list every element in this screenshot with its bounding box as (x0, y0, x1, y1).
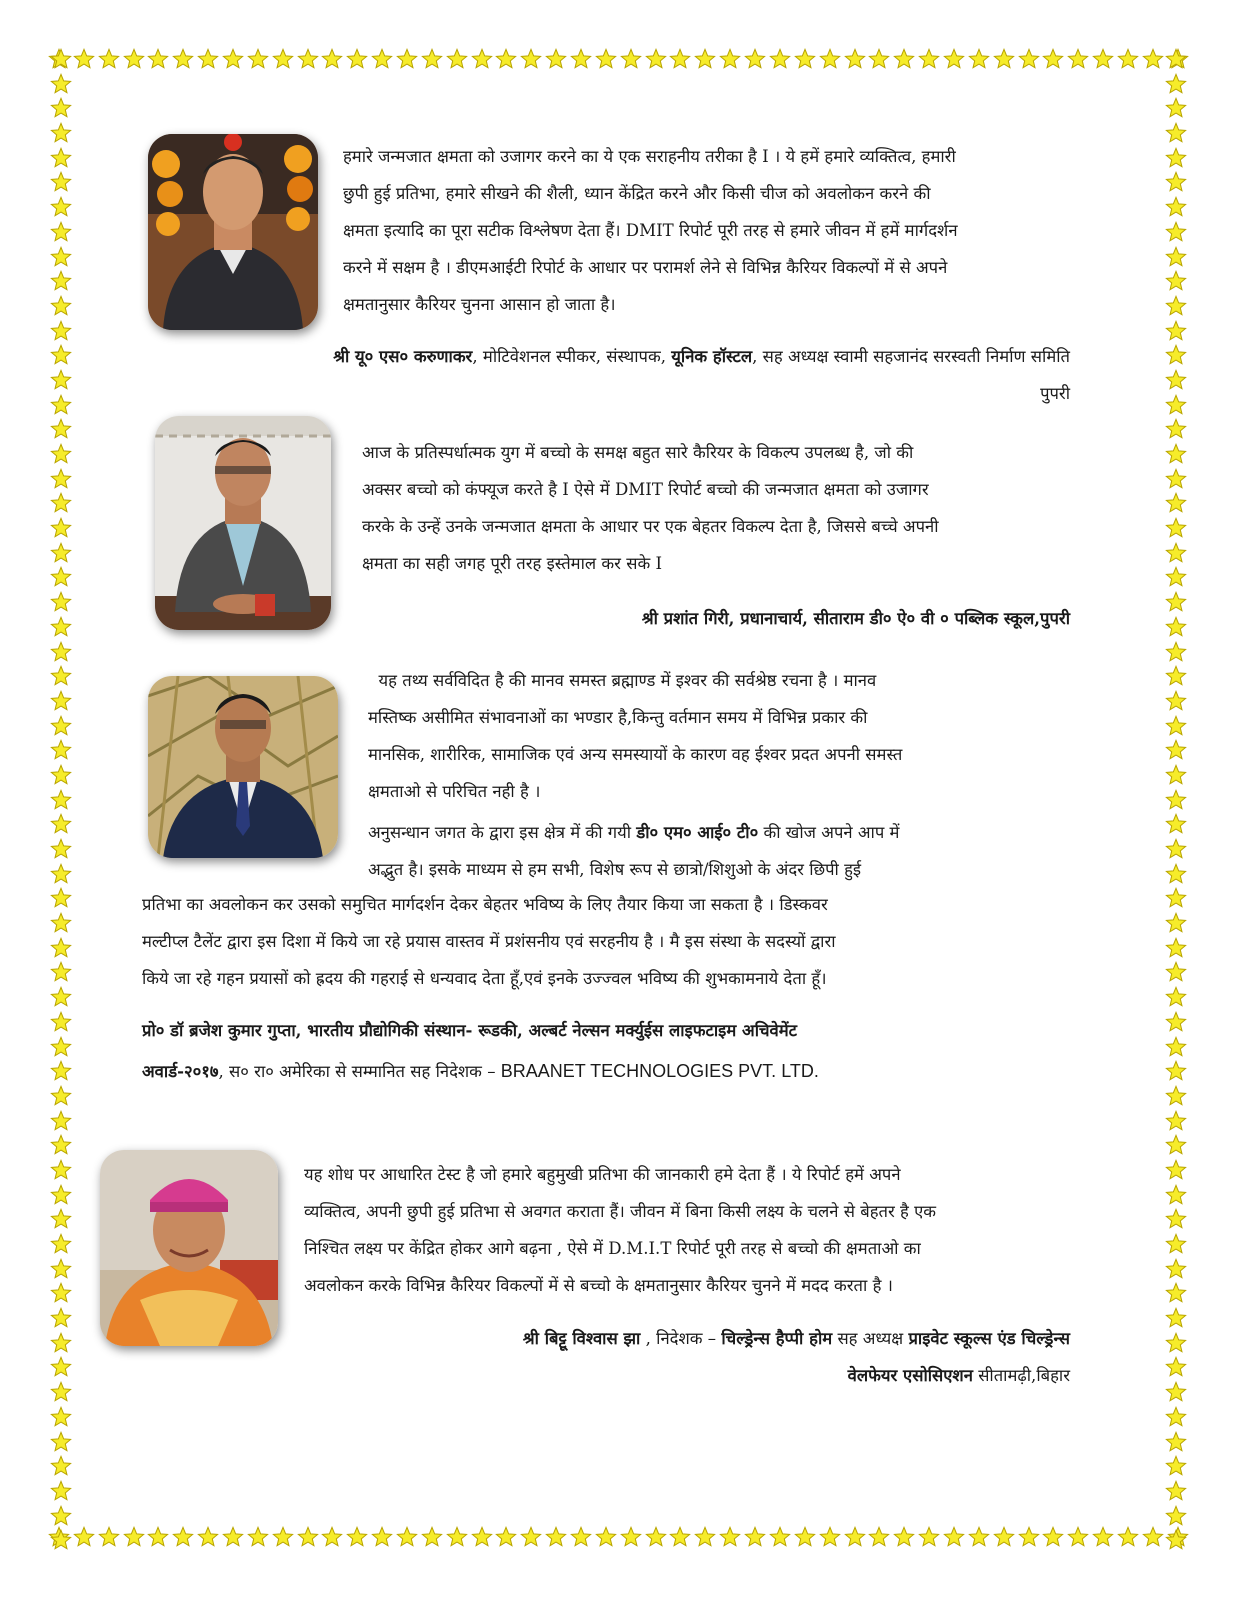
star-icon (620, 48, 642, 70)
star-icon (1165, 1258, 1187, 1280)
portrait-photo-2 (155, 416, 331, 630)
star-icon (1165, 196, 1187, 218)
author-place: पुपरी (1040, 384, 1070, 403)
star-icon (1165, 1233, 1187, 1255)
star-icon (844, 1526, 866, 1548)
star-icon (1092, 48, 1114, 70)
star-icon (1165, 1011, 1187, 1033)
star-icon (172, 1526, 194, 1548)
portrait-photo-3 (148, 676, 338, 858)
star-icon (1165, 542, 1187, 564)
star-icon (993, 48, 1015, 70)
testimonial-3-text-3 (142, 886, 1082, 997)
star-icon (645, 48, 667, 70)
star-icon (50, 1159, 72, 1181)
text-span: की खोज अपने आप में (758, 823, 900, 842)
star-icon (520, 48, 542, 70)
star-icon (50, 1085, 72, 1107)
star-icon (50, 863, 72, 885)
star-icon (50, 1332, 72, 1354)
author-org: यूनिक हॉस्टल (671, 346, 753, 366)
star-icon (1165, 246, 1187, 268)
star-icon (50, 813, 72, 835)
star-icon (1165, 1480, 1187, 1502)
star-icon (1142, 48, 1164, 70)
star-icon (50, 838, 72, 860)
star-icon (1165, 97, 1187, 119)
star-icon (50, 665, 72, 687)
star-icon (50, 1356, 72, 1378)
star-icon (1165, 813, 1187, 835)
star-icon (247, 1526, 269, 1548)
star-icon (595, 1526, 617, 1548)
star-icon (694, 48, 716, 70)
star-icon (744, 48, 766, 70)
star-icon (1165, 369, 1187, 391)
star-icon (943, 48, 965, 70)
star-icon (50, 739, 72, 761)
star-icon (819, 1526, 841, 1548)
star-border-right (1163, 48, 1189, 1552)
star-icon (1165, 270, 1187, 292)
star-icon (868, 1526, 890, 1548)
star-icon (1165, 986, 1187, 1008)
author-role: , निदेशक – (640, 1329, 722, 1348)
star-icon (50, 1381, 72, 1403)
star-icon (1165, 937, 1187, 959)
star-icon (50, 937, 72, 959)
text-line: आज के प्रतिस्पर्धात्मक युग में बच्चो के समक्ष बहुत सारे कैरियर के विकल्प उपलब्ध है, जो की (362, 443, 914, 462)
star-icon (669, 48, 691, 70)
star-icon (1165, 73, 1187, 95)
star-icon (1165, 1505, 1187, 1527)
star-icon (346, 48, 368, 70)
star-icon (769, 1526, 791, 1548)
star-icon (1165, 122, 1187, 144)
star-icon (520, 1526, 542, 1548)
star-icon (50, 1233, 72, 1255)
star-icon (1117, 1526, 1139, 1548)
text-line: क्षमतानुसार कैरियर चुनना आसान हो जाता है। (343, 295, 616, 314)
star-icon (1165, 394, 1187, 416)
star-icon (1018, 48, 1040, 70)
author-role: , स० रा० अमेरिका से सम्मानित सह निदेशक – (218, 1062, 501, 1081)
author-org-2b: वेलफेयर एसोसिएशन (847, 1365, 973, 1385)
star-icon (1165, 1307, 1187, 1329)
star-icon (495, 1526, 517, 1548)
text-line: प्रतिभा का अवलोकन कर उसको समुचित मार्गदर्शन देकर बेहतर भविष्य के लिए तैयार किया जा सकता है । डिस्कवर (142, 895, 828, 914)
star-icon (645, 1526, 667, 1548)
company-name: BRAANET TECHNOLOGIES PVT. LTD. (500, 1061, 819, 1081)
star-icon (794, 1526, 816, 1548)
star-icon (1165, 641, 1187, 663)
star-icon (50, 912, 72, 934)
star-icon (50, 1134, 72, 1156)
star-icon (50, 961, 72, 983)
text-line: मानसिक, शारीरिक, सामाजिक एवं अन्य समस्यायों के कारण वह ईश्वर प्रदत अपनी समस्त (368, 745, 903, 764)
star-icon (1165, 48, 1187, 70)
award-name: अवार्ड-२०१७ (142, 1061, 219, 1081)
star-icon (794, 48, 816, 70)
star-icon (1165, 1381, 1187, 1403)
star-icon (50, 147, 72, 169)
star-icon (50, 221, 72, 243)
star-icon (50, 1455, 72, 1477)
star-icon (1165, 1455, 1187, 1477)
star-icon (1165, 517, 1187, 539)
testimonial-3-text-2 (368, 814, 1073, 888)
testimonial-2-byline (300, 600, 1070, 637)
testimonial-4-text (304, 1156, 1084, 1304)
star-icon (297, 1526, 319, 1548)
testimonial-1-byline (140, 338, 1070, 412)
star-icon (744, 1526, 766, 1548)
star-icon (1165, 616, 1187, 638)
star-icon (570, 48, 592, 70)
star-icon (844, 48, 866, 70)
star-border-left (48, 48, 74, 1552)
testimonial-1-text (343, 138, 1083, 323)
star-icon (421, 48, 443, 70)
star-icon (50, 1011, 72, 1033)
star-icon (197, 48, 219, 70)
star-icon (50, 1529, 72, 1551)
star-icon (98, 1526, 120, 1548)
star-icon (272, 48, 294, 70)
star-icon (471, 1526, 493, 1548)
text-line: मस्तिष्क असीमित संभावनाओं का भण्डार है,किन्तु वर्तमान समय में विभिन्न प्रकार की (368, 708, 868, 727)
star-icon (50, 1258, 72, 1280)
star-icon (50, 443, 72, 465)
star-icon (1165, 468, 1187, 490)
author-name: श्री बिट्टू विश्वास झा (522, 1328, 641, 1348)
star-icon (1165, 344, 1187, 366)
author-role-2: , सह अध्यक्ष स्वामी सहजानंद सरस्वती निर्माण समिति (752, 347, 1070, 366)
star-icon (50, 344, 72, 366)
text-line: हमारे जन्मजात क्षमता को उजागर करने का ये एक सराहनीय तरीका है I । ये हमें हमारे व्यक्तित्व, हमारी (343, 147, 956, 166)
star-icon (50, 517, 72, 539)
star-icon (50, 295, 72, 317)
star-icon (98, 48, 120, 70)
star-icon (421, 1526, 443, 1548)
star-icon (868, 48, 890, 70)
star-icon (50, 246, 72, 268)
star-icon (1165, 1134, 1187, 1156)
text-line: अद्भुत है। इसके माध्यम से हम सभी, विशेष रूप से छात्रो/शिशुओ के अंदर छिपी हुई (368, 860, 862, 879)
text-line (368, 814, 1073, 851)
star-icon (943, 1526, 965, 1548)
star-icon (50, 122, 72, 144)
star-icon (1165, 1356, 1187, 1378)
star-icon (50, 492, 72, 514)
star-icon (50, 171, 72, 193)
star-icon (719, 1526, 741, 1548)
star-icon (446, 1526, 468, 1548)
star-icon (50, 1282, 72, 1304)
byline-line (140, 338, 1070, 375)
star-icon (50, 616, 72, 638)
star-icon (1165, 418, 1187, 440)
text-line: किये जा रहे गहन प्रयासों को ह्रदय की गहराई से धन्यवाद देता हूँ,एवं इनके उज्ज्वल भविष्य की शुभकामनाये देता हूँ। (142, 969, 827, 988)
star-icon (50, 715, 72, 737)
star-icon (272, 1526, 294, 1548)
star-icon (1165, 171, 1187, 193)
author-line: प्रो० डॉ ब्रजेश कुमार गुप्ता, भारतीय प्रौद्योगिकी संस्थान- रूडकी, अल्बर्ट नेल्सन मर्क्युईस लाइफटाइम अचिवेमेंट (142, 1020, 798, 1040)
star-icon (1165, 1110, 1187, 1132)
text-line: अक्सर बच्चो को कंफ्यूज करते है I ऐसे में DMIT रिपोर्ट बच्चो की जन्मजात क्षमता को उजागर (362, 480, 929, 499)
text-line: यह शोध पर आधारित टेस्ट है जो हमारे बहुमुखी प्रतिभा की जानकारी हमे देता हैं । ये रिपोर्ट हमें अपने (304, 1165, 901, 1184)
text-line: करके के उन्हें उनके जन्मजात क्षमता के आधार पर एक बेहतर विकल्प देता है, जिससे बच्चे अपनी (362, 517, 939, 536)
star-icon (197, 1526, 219, 1548)
text-line: छुपी हुई प्रतिभा, हमारे सीखने की शैली, ध्यान केंद्रित करने और किसी चीज को अवलोकन करने की (343, 184, 931, 203)
star-icon (1165, 1406, 1187, 1428)
star-icon (918, 48, 940, 70)
star-icon (1165, 764, 1187, 786)
star-icon (918, 1526, 940, 1548)
star-border-top (48, 48, 1189, 74)
star-icon (1117, 48, 1139, 70)
star-icon (50, 690, 72, 712)
star-icon (620, 1526, 642, 1548)
text-line: करने में सक्षम है । डीएमआईटी रिपोर्ट के आधार पर परामर्श लेने से विभिन्न कैरियर विकल्पों में से अपने (343, 258, 948, 277)
star-icon (1165, 912, 1187, 934)
star-icon (1092, 1526, 1114, 1548)
star-icon (1165, 492, 1187, 514)
author-org-2: प्राइवेट स्कूल्स एंड चिल्ड्रेन्स (908, 1328, 1070, 1348)
text-line: क्षमताओ से परिचित नही है । (368, 782, 541, 801)
star-icon (73, 48, 95, 70)
star-icon (1165, 1208, 1187, 1230)
portrait-photo-1 (148, 134, 318, 330)
star-icon (396, 1526, 418, 1548)
star-icon (50, 986, 72, 1008)
star-icon (570, 1526, 592, 1548)
star-icon (1165, 863, 1187, 885)
star-icon (1165, 690, 1187, 712)
author-name: श्री यू० एस० करुणाकर (333, 346, 473, 366)
testimonial-2-text (362, 434, 1082, 582)
star-icon (1165, 789, 1187, 811)
star-icon (50, 369, 72, 391)
star-icon (893, 48, 915, 70)
text-line: व्यक्तित्व, अपनी छुपी हुई प्रतिभा से अवगत कराता हैं। जीवन में बिना किसी लक्ष्य के चलने से बेहतर है एक (304, 1202, 937, 1221)
star-border-bottom (48, 1526, 1189, 1552)
byline-line (142, 1051, 1082, 1092)
star-icon (147, 48, 169, 70)
star-icon (50, 394, 72, 416)
star-icon (73, 1526, 95, 1548)
star-icon (50, 97, 72, 119)
star-icon (396, 48, 418, 70)
star-icon (1165, 1060, 1187, 1082)
portrait-photo-4 (100, 1150, 278, 1346)
author-role: , मोटिवेशनल स्पीकर, संस्थापक, (472, 347, 672, 366)
star-icon (371, 1526, 393, 1548)
star-icon (50, 1110, 72, 1132)
star-icon (50, 1307, 72, 1329)
star-icon (669, 1526, 691, 1548)
text-line: क्षमता का सही जगह पूरी तरह इस्तेमाल कर सके I (362, 554, 663, 573)
star-icon (968, 1526, 990, 1548)
star-icon (968, 48, 990, 70)
star-icon (1042, 48, 1064, 70)
star-icon (50, 641, 72, 663)
text-line: निश्चित लक्ष्य पर केंद्रित होकर आगे बढ़ना , ऐसे में D.M.I.T रिपोर्ट पूरी तरह से बच्चो की क्षमताओ का (304, 1239, 921, 1258)
star-icon (495, 48, 517, 70)
testimonial-3-byline (142, 1010, 1082, 1092)
star-icon (1165, 443, 1187, 465)
star-icon (1165, 887, 1187, 909)
star-icon (1165, 665, 1187, 687)
star-icon (50, 320, 72, 342)
star-icon (1142, 1526, 1164, 1548)
star-icon (321, 1526, 343, 1548)
star-icon (1165, 566, 1187, 588)
star-icon (297, 48, 319, 70)
star-icon (719, 48, 741, 70)
star-icon (1165, 1529, 1187, 1551)
star-icon (1165, 591, 1187, 613)
author-place: सीतामढ़ी,बिहार (972, 1366, 1070, 1385)
star-icon (321, 48, 343, 70)
star-icon (471, 48, 493, 70)
star-icon (50, 1480, 72, 1502)
text-line: क्षमता इत्यादि का पूरा सटीक विश्लेषण देता हैं। DMIT रिपोर्ट पूरी तरह से हमारे जीवन में हमें मार्गदर्शन (343, 221, 958, 240)
star-icon (1042, 1526, 1064, 1548)
star-icon (172, 48, 194, 70)
star-icon (595, 48, 617, 70)
star-icon (1165, 715, 1187, 737)
testimonial-4-byline (300, 1320, 1070, 1394)
star-icon (50, 270, 72, 292)
star-icon (993, 1526, 1015, 1548)
star-icon (346, 1526, 368, 1548)
star-icon (1165, 1036, 1187, 1058)
star-icon (50, 1060, 72, 1082)
star-icon (1165, 1184, 1187, 1206)
star-icon (1067, 48, 1089, 70)
star-icon (50, 73, 72, 95)
author-org: चिल्ड्रेन्स हैप्पी होम (721, 1328, 833, 1348)
star-icon (50, 789, 72, 811)
star-icon (1018, 1526, 1040, 1548)
star-icon (1165, 739, 1187, 761)
star-icon (50, 764, 72, 786)
star-icon (819, 48, 841, 70)
star-icon (50, 1431, 72, 1453)
star-icon (222, 48, 244, 70)
star-icon (50, 591, 72, 613)
star-icon (50, 468, 72, 490)
star-icon (222, 1526, 244, 1548)
star-icon (147, 1526, 169, 1548)
text-span: अनुसन्धान जगत के द्वारा इस क्षेत्र में की गयी (368, 823, 637, 842)
star-icon (50, 48, 72, 70)
star-icon (694, 1526, 716, 1548)
text-line: अवलोकन करके विभिन्न कैरियर विकल्पों में से बच्चो के क्षमतानुसार कैरियर चुनने में मदद करता है । (304, 1276, 893, 1295)
star-icon (1165, 1085, 1187, 1107)
star-icon (1165, 1159, 1187, 1181)
star-icon (50, 566, 72, 588)
star-icon (545, 1526, 567, 1548)
byline-line (142, 1010, 1082, 1051)
star-icon (1067, 1526, 1089, 1548)
star-icon (50, 418, 72, 440)
star-icon (769, 48, 791, 70)
star-icon (545, 48, 567, 70)
star-icon (50, 1036, 72, 1058)
star-icon (1165, 320, 1187, 342)
byline-line (300, 1357, 1070, 1394)
star-icon (1165, 1332, 1187, 1354)
star-icon (50, 196, 72, 218)
star-icon (50, 1505, 72, 1527)
star-icon (1165, 1431, 1187, 1453)
star-icon (1165, 147, 1187, 169)
star-icon (123, 1526, 145, 1548)
star-icon (371, 48, 393, 70)
byline-line (300, 1320, 1070, 1357)
text-line: यह तथ्य सर्वविदित है की मानव समस्त ब्रह्माण्ड में इश्वर की सर्वश्रेष्ठ रचना है । मानव (368, 671, 877, 690)
testimonial-3-text (368, 662, 1073, 810)
star-icon (1165, 221, 1187, 243)
star-icon (50, 542, 72, 564)
star-icon (1165, 838, 1187, 860)
star-icon (1165, 961, 1187, 983)
star-icon (123, 48, 145, 70)
star-icon (50, 1406, 72, 1428)
star-icon (1165, 295, 1187, 317)
star-icon (1165, 1282, 1187, 1304)
dmit-highlight: डी० एम० आई० टी० (636, 822, 759, 842)
author-line: श्री प्रशांत गिरी, प्रधानाचार्य, सीताराम डी० ऐ० वी ० पब्लिक स्कूल,पुपरी (641, 608, 1070, 628)
star-icon (247, 48, 269, 70)
star-icon (50, 1184, 72, 1206)
star-icon (50, 1208, 72, 1230)
text-line: मल्टीप्ल टैलेंट द्वारा इस दिशा में किये जा रहे प्रयास वास्तव में प्रशंसनीय एवं सरहनीय है । मै इस संस्था के सदस्यों द्वारा (142, 932, 836, 951)
star-icon (893, 1526, 915, 1548)
star-icon (50, 887, 72, 909)
star-icon (446, 48, 468, 70)
author-role-2: सह अध्यक्ष (832, 1329, 909, 1348)
